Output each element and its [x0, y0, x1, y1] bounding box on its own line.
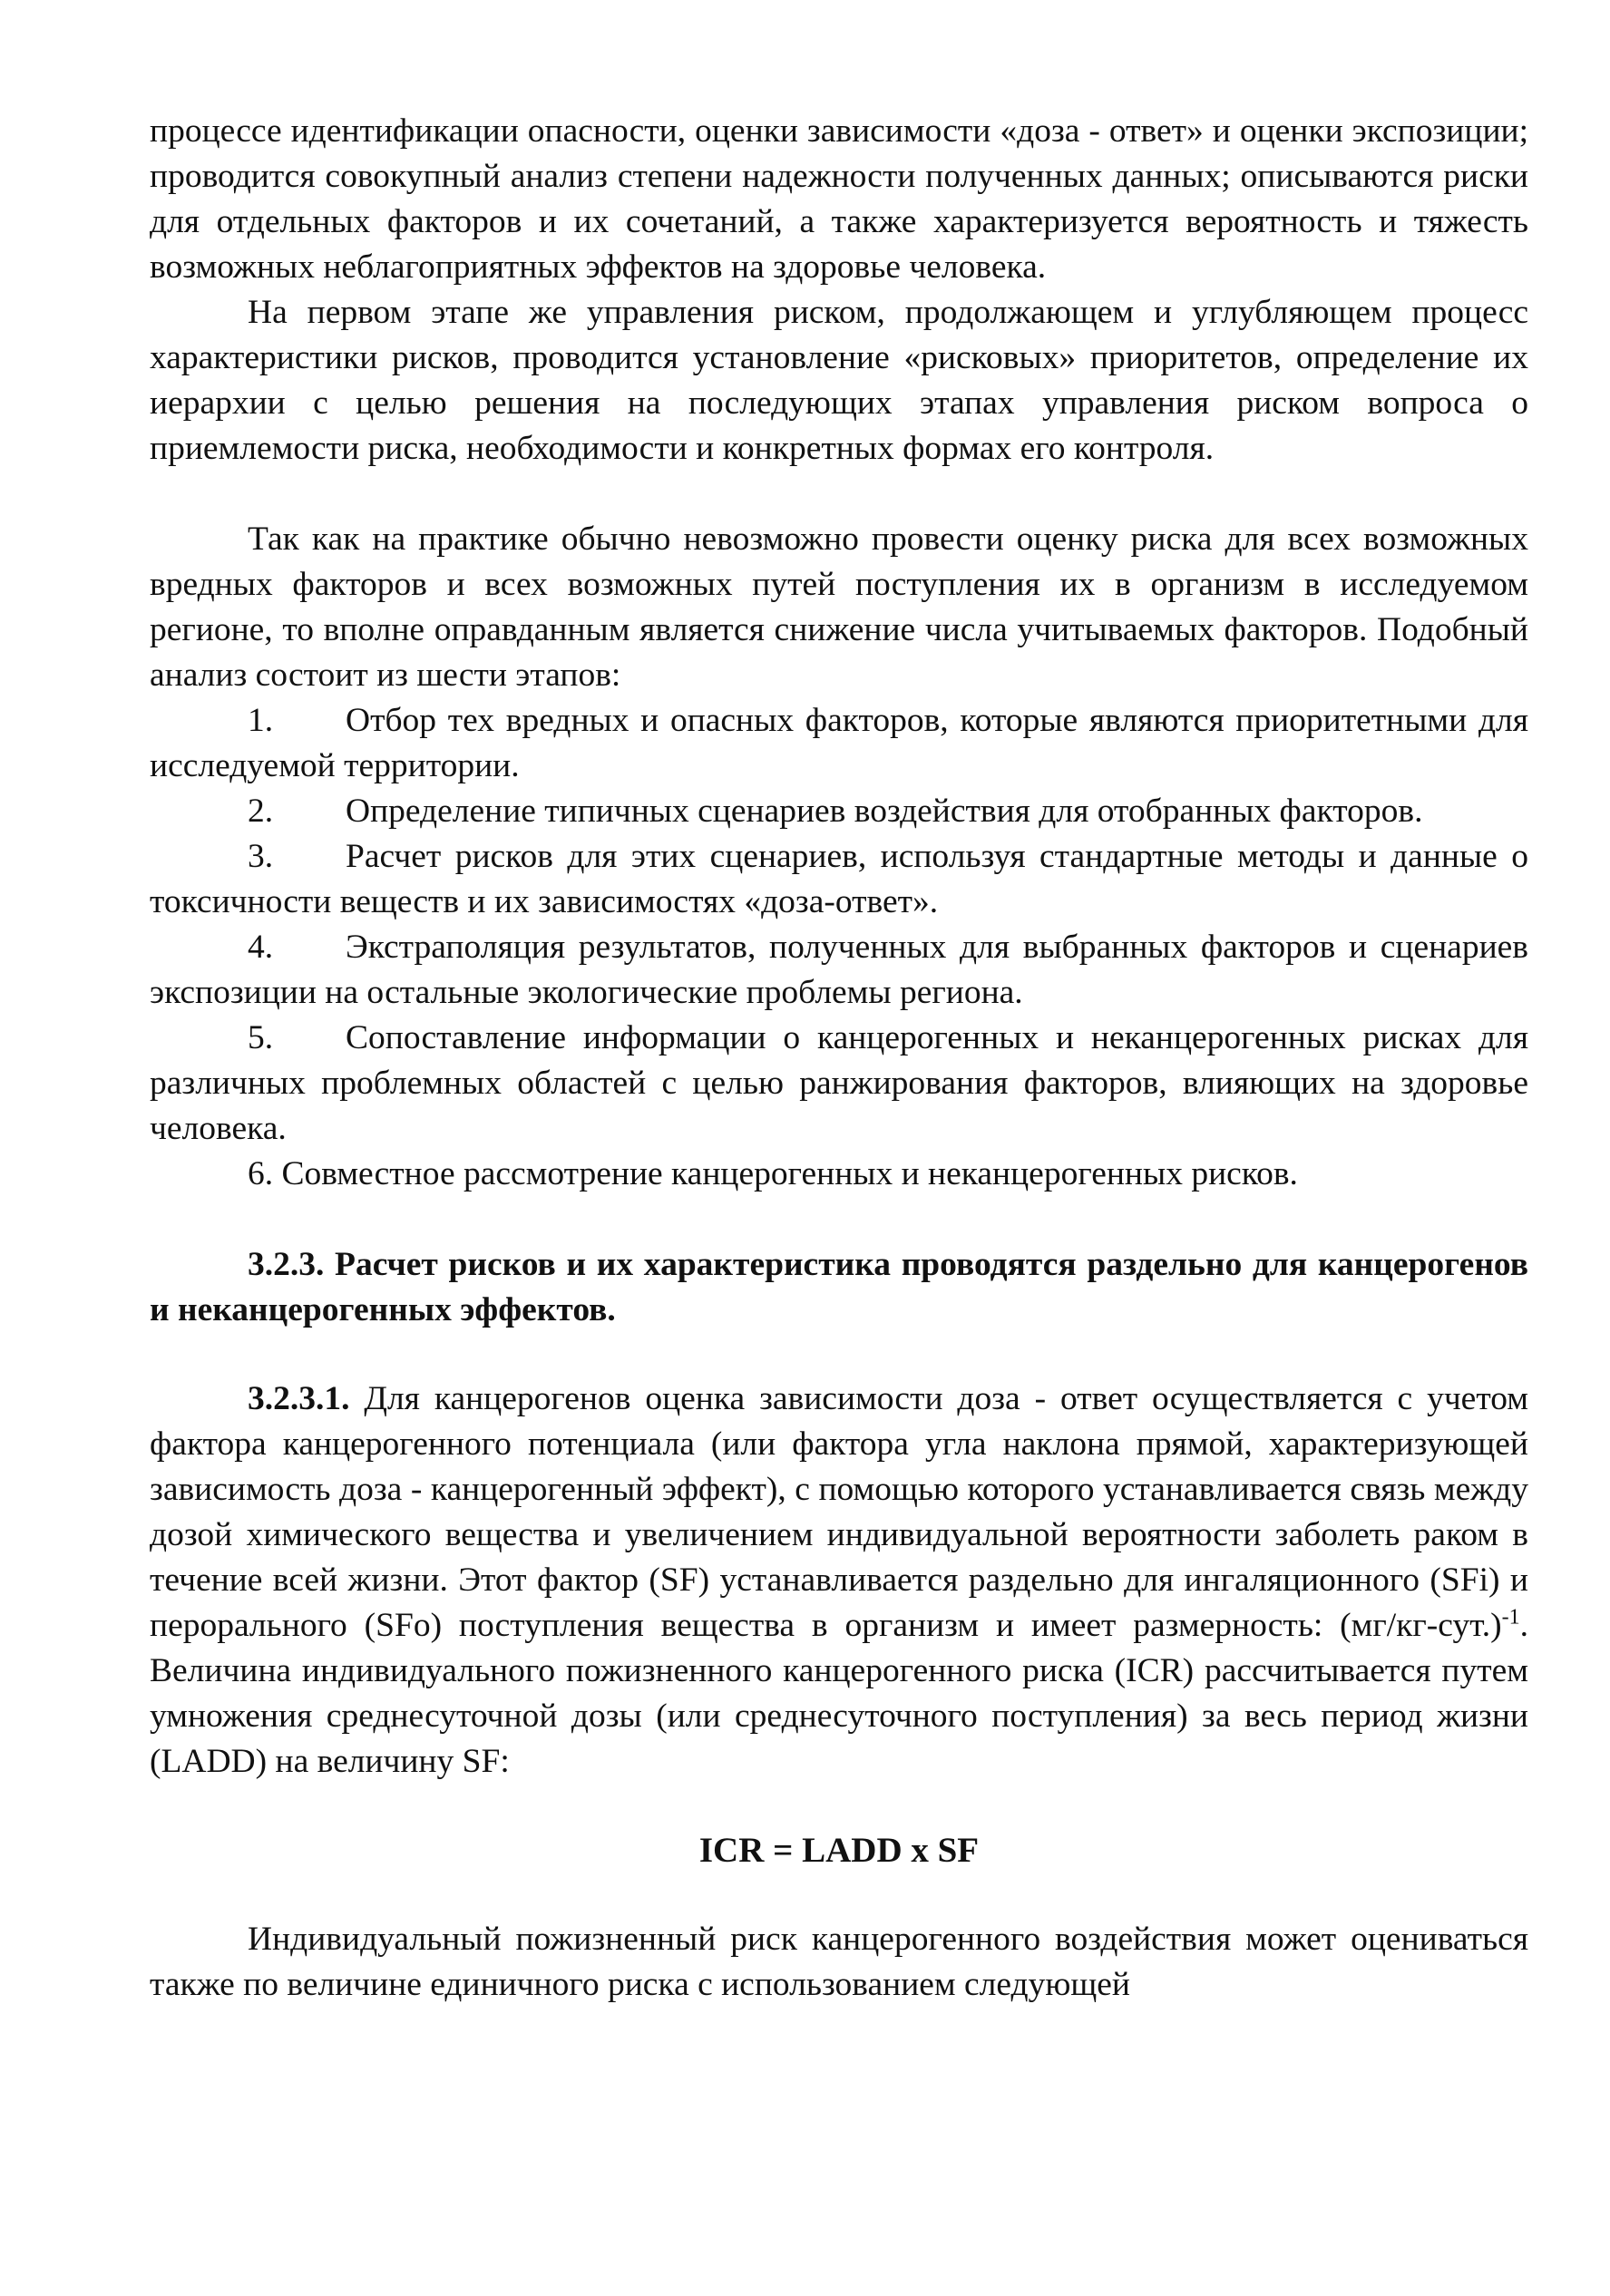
subsection-paragraph: 3.2.3.1. Для канцерогенов оценка зависимости доза - ответ осуществляется с учетом фактора канцерогенного потенциала (или фактора угла наклона прямой, характеризующей зависимость доза - канцерогенный эффект), с помощью которого устанавливается связь между дозой химического вещества и увеличением индивидуальной вероятности заболеть раком в течение всей жизни. Этот фактор (SF) устанавливается раздельно для ингаляционного (SFi) и перорального (SFo) поступления вещества в организм и имеет размерность: $(мг/кг-сут.)^{-1}$. Величина индивидуального пожизненного канцерогенного риска (ICR) рассчитывается путем умножения среднесуточной дозы (или среднесуточного поступления) за весь период жизни (LADD) на величину SF:: [150, 1380, 1528, 1780]
exponent: -1: [1501, 1605, 1520, 1630]
final-paragraph: Индивидуальный пожизненный риск канцерогенного воздействия может оцениваться также по величине единичного риска с использованием следующей: [150, 1921, 1528, 2003]
list-item: 3. Расчет рисков для этих сценариев, используя стандартные методы и данные о токсичности веществ и их зависимостях «доза-ответ».: [150, 838, 1528, 920]
list-item: 1. Отбор тех вредных и опасных факторов, которые являются приоритетными для исследуемой территории.: [150, 702, 1528, 784]
steps-list: [150, 698, 1528, 1197]
list-item: 6. Совместное рассмотрение канцерогенных и неканцерогенных рисков.: [248, 1155, 1298, 1192]
paragraph-1: процессе идентификации опасности, оценки зависимости «доза - ответ» и оценки экспозиции; проводится совокупный анализ степени надежности полученных данных; описываются риски для отдельных факторов и их сочетаний, а также характеризуется вероятность и тяжесть возможных неблагоприятных эффектов на здоровье человека.: [150, 112, 1528, 286]
list-item: 5. Сопоставление информации о канцерогенных и неканцерогенных рисках для различных проблемных областей с целью ранжирования факторов, влияющих на здоровье человека.: [150, 1019, 1528, 1147]
list-item: 4. Экстраполяция результатов, полученных для выбранных факторов и сценариев экспозиции на остальные экологические проблемы региона.: [150, 929, 1528, 1011]
section-heading: 3.2.3. Расчет рисков и их характеристика проводятся раздельно для канцерогенов и неканцерогенных эффектов.: [150, 1246, 1528, 1328]
formula: ICR = LADD x SF: [698, 1831, 980, 1870]
paragraph-2: На первом этапе же управления риском, продолжающем и углубляющем процесс характеристики рисков, проводится установление «рисковых» приоритетов, определение их иерархии с целью решения на последующих этапах управления риском вопроса о приемлемости риска, необходимости и конкретных формах его контроля.: [150, 294, 1528, 467]
document-page: [150, 109, 1528, 2008]
paragraph-3: Так как на практике обычно невозможно провести оценку риска для всех возможных вредных факторов и всех возможных путей поступления их в организм в исследуемом регионе, то вполне оправданным является снижение числа учитываемых факторов. Подобный анализ состоит из шести этапов:: [150, 520, 1528, 694]
list-item: 2. Определение типичных сценариев воздействия для отобранных факторов.: [248, 793, 1423, 830]
